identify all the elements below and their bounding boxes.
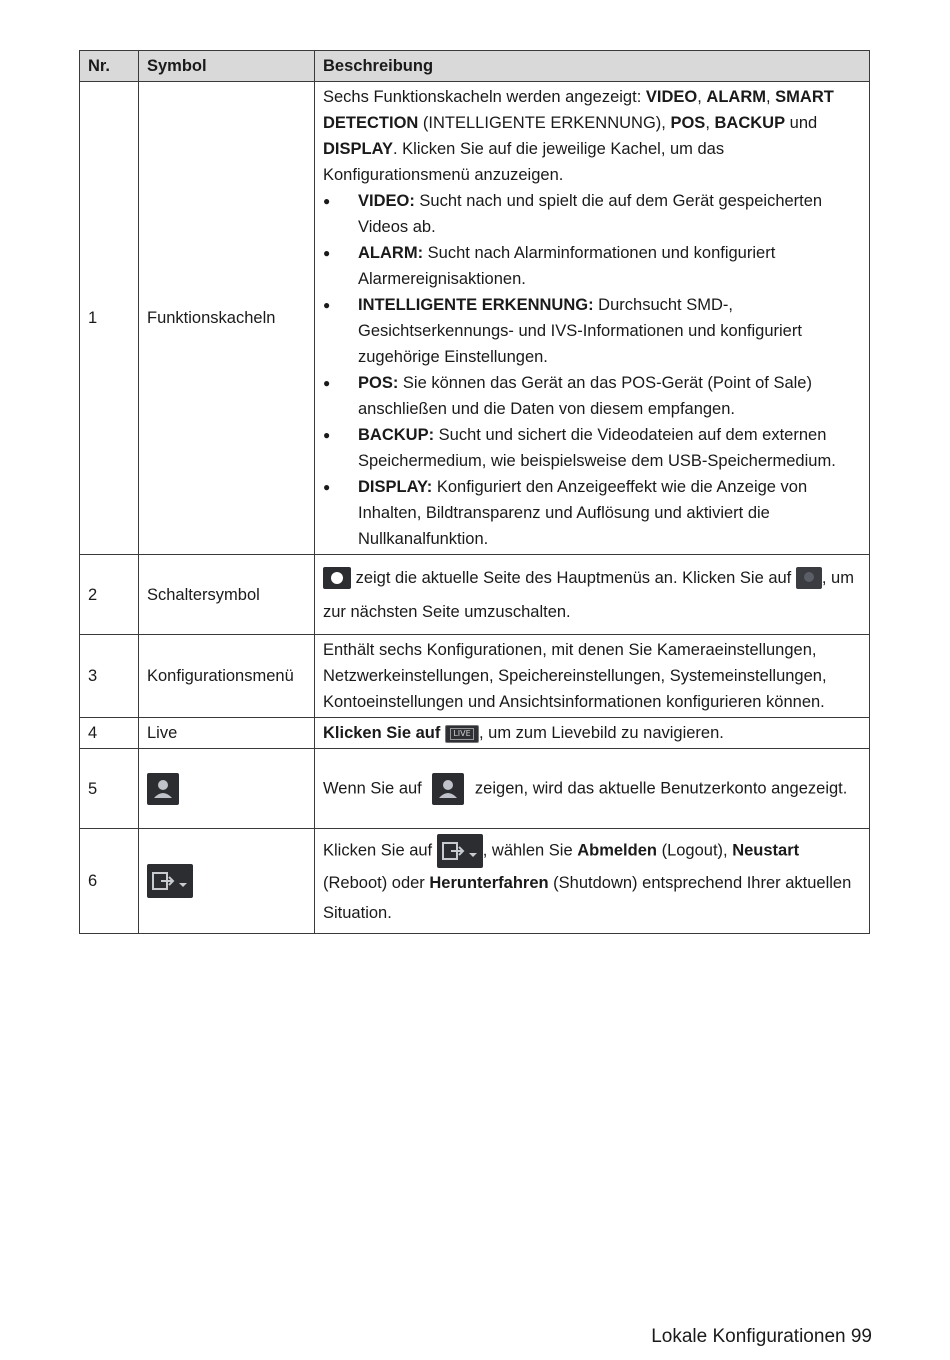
row-description <box>315 82 870 555</box>
row-description <box>315 555 870 635</box>
header-nr: Nr. <box>80 51 139 82</box>
bold-term: Klicken Sie auf <box>323 724 441 742</box>
list-item <box>323 188 861 240</box>
row-number: 6 <box>80 829 139 934</box>
text: (Logout), <box>656 841 733 860</box>
bold-term: Abmelden <box>577 841 657 860</box>
bold-term: SMART DETECTION <box>323 88 834 132</box>
text: (INTELLIGENTE ERKENNUNG), <box>418 114 671 132</box>
header-beschreibung: Beschreibung <box>315 51 870 82</box>
bullet-term: BACKUP: <box>358 426 435 444</box>
list-item <box>323 370 861 422</box>
list-item <box>323 422 861 474</box>
bullet-term: INTELLIGENTE ERKENNUNG: <box>358 296 594 314</box>
logout-icon <box>147 864 193 898</box>
row-description: Enthält sechs Konfigurationen, mit denen Sie Kameraeinstellungen, Netzwerkeinstellungen, Speichereinstellungen, Systemeinstellungen, Kontoeinstellungen und Ansichtsinformationen konfigurieren können. <box>315 635 870 718</box>
text: (Shutdown) entsprechend Ihrer aktuellen Situation. <box>323 874 852 922</box>
text: , wählen Sie <box>482 841 578 860</box>
row-number: 1 <box>80 82 139 555</box>
live-icon <box>445 725 479 743</box>
dot-icon <box>796 567 822 589</box>
text: , um zur nächsten Seite umzuschalten. <box>323 568 854 621</box>
row-number: 5 <box>80 749 139 829</box>
list-item <box>323 240 861 292</box>
bullet-term: ALARM: <box>358 244 424 262</box>
bullet-text: Sucht und sichert die Videodateien auf dem externen Speichermedium, wie beispielsweise dem USB-Speichermedium. <box>358 426 836 470</box>
intro-paragraph <box>323 84 861 188</box>
user-icon <box>432 773 464 805</box>
bullet-term: VIDEO: <box>358 192 415 210</box>
text: , <box>765 88 776 106</box>
bullet-text: Sucht nach Alarminformationen und konfiguriert Alarmereignisaktionen. <box>358 244 776 288</box>
row-number: 3 <box>80 635 139 718</box>
text: und <box>785 114 818 132</box>
bullet-text: Konfiguriert den Anzeigeeffekt wie die Anzeige von Inhalten, Bildtransparenz und Auflösung und aktiviert die Nullkanalfunktion. <box>358 478 808 548</box>
table-row <box>80 749 870 829</box>
circle-icon <box>323 567 351 589</box>
row-symbol: Konfigurationsmenü <box>139 635 315 718</box>
row-description <box>315 718 870 749</box>
row-description <box>315 829 870 934</box>
row-number: 4 <box>80 718 139 749</box>
bullet-text: Sucht nach und spielt die auf dem Gerät gespeicherten Videos ab. <box>358 192 823 236</box>
bold-term: Herunterfahren <box>429 874 549 892</box>
text: , um zum Lievebild zu navigieren. <box>478 724 724 742</box>
row-symbol <box>139 749 315 829</box>
list-item <box>323 474 861 552</box>
bold-term: DISPLAY <box>323 140 393 158</box>
row-number: 2 <box>80 555 139 635</box>
bullet-term: POS: <box>358 374 399 392</box>
page-footer: Lokale Konfigurationen 99 <box>651 1326 872 1347</box>
row-symbol: Funktionskacheln <box>139 82 315 555</box>
text: zeigen, wird das aktuelle Benutzerkonto angezeigt. <box>470 778 848 797</box>
text: . Klicken Sie auf die jeweilige Kachel, um das Konfigurationsmenü anzuzeigen. <box>323 140 725 184</box>
bold-term: BACKUP <box>714 114 786 132</box>
table-row <box>80 635 870 718</box>
bullet-term: DISPLAY: <box>358 478 433 496</box>
user-icon <box>147 773 179 805</box>
logout-icon <box>437 834 483 868</box>
bold-term: Neustart <box>732 841 800 860</box>
bullet-text: Durchsucht SMD-, Gesichtserkennungs- und IVS-Informationen und konfiguriert zugehörige Einstellungen. <box>358 296 802 366</box>
text: , <box>705 114 715 132</box>
row-symbol <box>139 829 315 934</box>
table-row <box>80 555 870 635</box>
description-table <box>79 50 870 934</box>
bullet-text: Sie können das Gerät an das POS-Gerät (Point of Sale) anschließen und die Daten von diesem empfangen. <box>358 374 812 418</box>
bold-term: VIDEO <box>645 88 698 106</box>
header-symbol: Symbol <box>139 51 315 82</box>
row-symbol: Live <box>139 718 315 749</box>
live-icon-label: LIVE <box>450 728 474 740</box>
list-item <box>323 292 861 370</box>
text: zeigt die aktuelle Seite des Hauptmenüs an. Klicken Sie auf <box>351 568 796 587</box>
row-symbol: Schaltersymbol <box>139 555 315 635</box>
bullet-list <box>323 188 861 552</box>
table-row <box>80 718 870 749</box>
text: Klicken Sie auf <box>323 841 437 860</box>
table-header-row <box>80 51 870 82</box>
text: Sechs Funktionskacheln werden angezeigt: <box>323 88 646 106</box>
text: Wenn Sie auf <box>323 778 427 797</box>
row-description <box>315 749 870 829</box>
bold-term: ALARM <box>706 88 766 106</box>
text: (Reboot) oder <box>323 874 430 892</box>
table-row <box>80 829 870 934</box>
text: , <box>697 88 707 106</box>
table-row <box>80 82 870 555</box>
bold-term: POS <box>670 114 706 132</box>
